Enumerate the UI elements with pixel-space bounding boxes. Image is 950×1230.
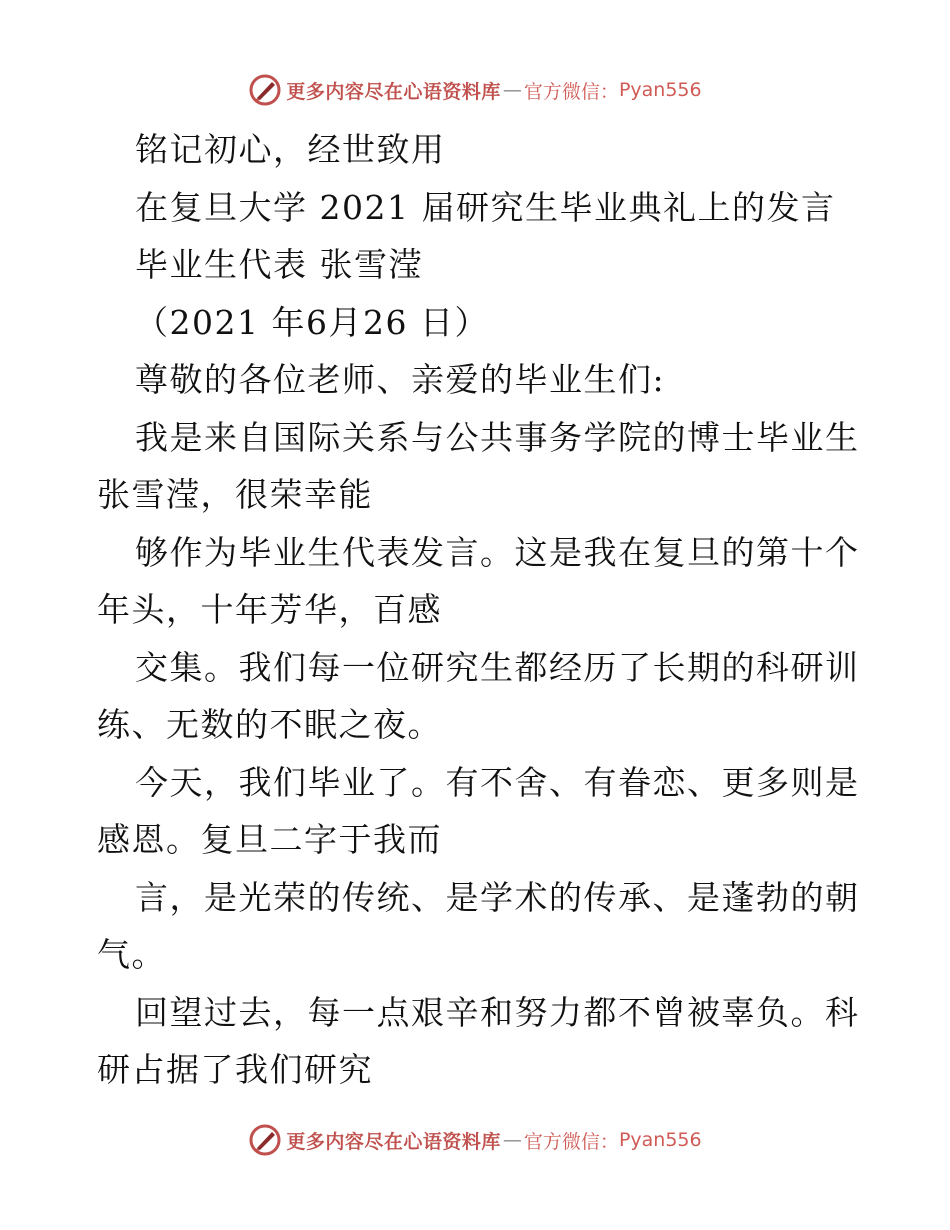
text-line: 年头，十年芳华，百感	[97, 590, 442, 629]
text-line: （2021 年6月26 日）	[135, 302, 489, 342]
pen-logo-icon	[248, 73, 282, 107]
text-line: 在复旦大学 2021 届研究生毕业典礼上的发言	[135, 187, 836, 227]
document-body	[97, 121, 860, 1099]
footer-banner	[0, 1120, 950, 1160]
text-line: 张雪滢，很荣幸能	[97, 475, 373, 514]
banner-dash: —	[502, 79, 522, 101]
text-line: 研占据了我们研究	[97, 1050, 373, 1089]
banner-main-text: 更多内容尽在心语资料库	[286, 80, 501, 103]
text-line: 回望过去，每一点艰辛和努力都不曾被辜负。科	[135, 992, 860, 1032]
text-line: 铭记初心，经世致用	[135, 130, 446, 169]
text-line: 言，是光荣的传统、是学术的传承、是蓬勃的朝	[135, 877, 860, 917]
pen-logo-icon	[248, 1123, 282, 1157]
header-banner	[0, 70, 950, 110]
text-line: 够作为毕业生代表发言。这是我在复旦的第十个	[135, 532, 860, 572]
banner-main-text: 更多内容尽在心语资料库	[286, 1130, 501, 1153]
text-line: 毕业生代表 张雪滢	[135, 245, 423, 284]
text-line: 感恩。复旦二字于我而	[97, 820, 442, 859]
banner-wechat-id: Pyan556	[618, 79, 702, 101]
banner-wechat-id: Pyan556	[618, 1129, 702, 1151]
banner-wechat-label: 官方微信：	[523, 1130, 619, 1153]
banner-dash: —	[502, 1129, 522, 1151]
banner-wechat-label: 官方微信：	[523, 80, 619, 103]
text-line: 尊敬的各位老师、亲爱的毕业生们:	[135, 360, 666, 399]
text-line: 我是来自国际关系与公共事务学院的博士毕业生	[135, 417, 860, 457]
text-line: 今天，我们毕业了。有不舍、有眷恋、更多则是	[135, 762, 860, 802]
text-line: 气。	[97, 935, 166, 974]
text-line: 交集。我们每一位研究生都经历了长期的科研训	[135, 647, 860, 687]
text-line: 练、无数的不眠之夜。	[97, 705, 442, 744]
